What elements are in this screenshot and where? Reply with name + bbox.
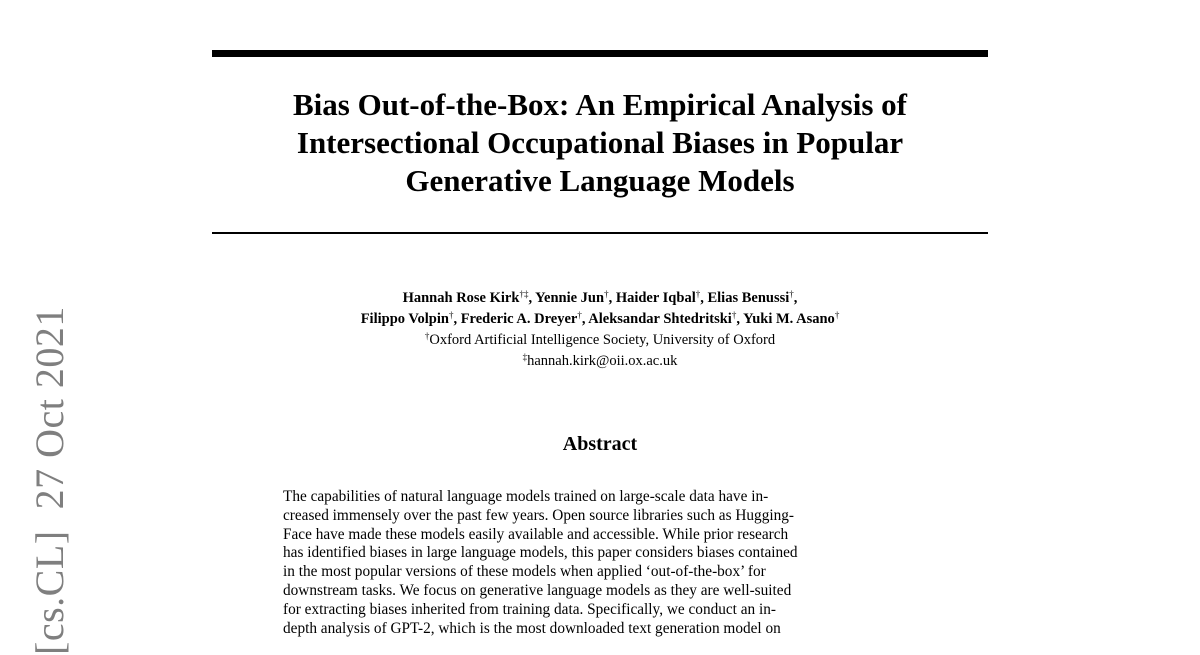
author-name: Hannah Rose Kirk bbox=[402, 290, 520, 306]
author-name: Yennie Jun bbox=[535, 290, 605, 306]
abstract-line: in the most popular versions of these models when applied ‘out-of-the-box’ for bbox=[283, 563, 766, 581]
abstract-line: depth analysis of GPT-2, which is the most downloaded text generation model on bbox=[283, 619, 781, 637]
author-line: Filippo Volpin†, Frederic A. Dreyer†, Aleksandar Shtedritski†, Yuki M. Asano† bbox=[360, 310, 840, 327]
author-mark: † bbox=[834, 310, 840, 320]
arxiv-date: 27 Oct 2021 bbox=[27, 306, 72, 510]
author-mark: † bbox=[789, 289, 794, 299]
abstract-line: Face have made these models easily available and accessible. While prior research bbox=[283, 525, 789, 543]
author-name: Filippo Volpin bbox=[360, 311, 449, 327]
author-line: Hannah Rose Kirk†‡, Yennie Jun†, Haider Iqbal†, Elias Benussi†, bbox=[402, 289, 798, 306]
author-mark: †‡ bbox=[519, 289, 529, 299]
author-mark: † bbox=[695, 289, 701, 299]
title-bottom-rule bbox=[212, 232, 988, 234]
paper-title bbox=[212, 86, 988, 200]
title-line: Bias Out-of-the-Box: An Empirical Analysis of bbox=[292, 87, 907, 122]
email-mark: ‡ bbox=[522, 352, 528, 362]
affiliation bbox=[212, 330, 988, 351]
author-mark: † bbox=[604, 289, 609, 299]
author-mark: † bbox=[577, 310, 582, 320]
author-name: Haider Iqbal bbox=[615, 290, 696, 306]
title-line: Generative Language Models bbox=[405, 163, 795, 198]
arxiv-margin-stamp bbox=[27, 306, 72, 655]
author-name: Aleksandar Shtedritski bbox=[588, 311, 732, 327]
abstract-heading: Abstract bbox=[562, 433, 638, 455]
abstract-line: downstream tasks. We focus on generative language models as they are well-suited bbox=[283, 581, 792, 599]
email-text[interactable]: hannah.kirk@oii.ox.ac.uk bbox=[527, 353, 678, 369]
author-block bbox=[212, 288, 988, 372]
author-name: Frederic A. Dreyer bbox=[460, 311, 578, 327]
author-name: Elias Benussi bbox=[707, 290, 790, 306]
affiliation-text: Oxford Artificial Intelligence Society, University of Oxford bbox=[429, 332, 776, 348]
author-mark: † bbox=[448, 310, 454, 320]
arxiv-category: [cs.CL] bbox=[27, 530, 72, 655]
abstract-text bbox=[283, 488, 923, 638]
contact-email bbox=[212, 351, 988, 372]
abstract-line: The capabilities of natural language models trained on large-scale data have in- bbox=[283, 488, 769, 505]
title-line: Intersectional Occupational Biases in Popular bbox=[296, 125, 904, 160]
abstract-line: creased immensely over the past few years. Open source libraries such as Hugging- bbox=[283, 506, 794, 524]
abstract-line: has identified biases in large language models, this paper considers biases contained bbox=[283, 544, 798, 562]
abstract-line: for extracting biases inherited from training data. Specifically, we conduct an in- bbox=[283, 600, 777, 618]
author-name: Yuki M. Asano bbox=[743, 311, 835, 327]
title-top-rule bbox=[212, 50, 988, 57]
affiliation-mark: † bbox=[424, 331, 430, 341]
author-mark: † bbox=[731, 310, 737, 320]
